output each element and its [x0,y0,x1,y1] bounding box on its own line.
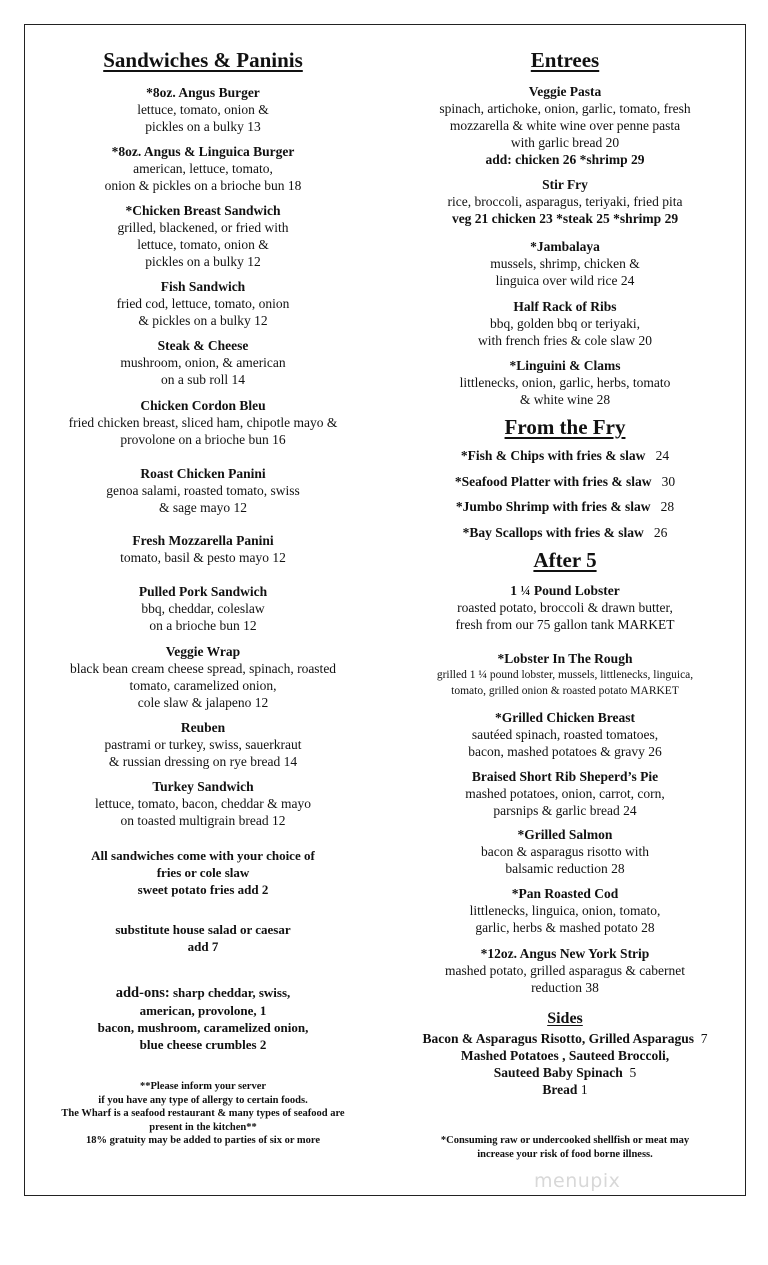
addons-label: add-ons: [115,985,170,1001]
item-name: Fresh Mozzarella Panini [132,533,274,548]
item-desc: bbq, golden bbq or teriyaki, with french fries & cole slaw 20 [478,316,652,348]
menu-item [30,643,376,711]
item-name: *Jambalaya [530,239,600,254]
menu-item [30,278,376,329]
menu-item [30,532,376,566]
item-addons: add: chicken 26 *shrimp 29 [485,152,645,167]
item-name: *Chicken Breast Sandwich [125,203,281,218]
menu-item [30,143,376,194]
side-name: Bread [542,1082,578,1097]
menu-item [400,176,730,227]
menu-item [400,298,730,349]
side-name: Bacon & Asparagus Risotto, Grilled Asparagus [422,1031,695,1046]
item-name: *8oz. Angus Burger [146,85,260,100]
item-desc: fried cod, lettuce, tomato, onion & pickles on a bulky 12 [116,296,290,328]
item-name: Chicken Cordon Bleu [140,398,266,413]
allergy-note: **Please inform your server if you have any type of allergy to certain foods. The Wharf is a seafood restaurant & many types of seafood are present in the kitchen** 18% gratuity may be added to parties of six or more [61,1081,345,1146]
menu-item [400,826,730,877]
item-desc: grilled, blackened, or fried with lettuce, tomato, onion & pickles on a bulky 12 [117,220,289,269]
item-name: Veggie Pasta [528,84,602,99]
after5-title: After 5 [533,548,597,572]
sides-line [400,1030,730,1047]
entrees-title: Entrees [530,48,600,72]
sides-line [400,1081,730,1098]
item-name: *Lobster In The Rough [497,651,633,666]
item-desc: mussels, shrimp, chicken & linguica over wild rice 24 [490,256,640,288]
fry-item [400,473,730,490]
menu-item [400,945,730,996]
fry-item-name: *Seafood Platter with fries & slaw [454,474,652,489]
item-desc: lettuce, tomato, onion & pickles on a bulky 13 [137,102,269,134]
item-desc: rice, broccoli, asparagus, teriyaki, fried pita [447,194,683,209]
item-name: Steak & Cheese [157,338,249,353]
menu-item [30,583,376,634]
item-name: *12oz. Angus New York Strip [480,946,650,961]
side-price: 7 [694,1031,708,1046]
side-name: Sauteed Baby Spinach [493,1065,623,1080]
fry-item-price: 24 [655,448,670,463]
item-desc: mashed potato, grilled asparagus & cabernet reduction 38 [445,963,685,995]
fry-item-price: 26 [653,525,668,540]
sides-line [400,1047,730,1064]
sides-line [400,1064,730,1081]
menu-item [30,719,376,770]
item-desc: black bean cream cheese spread, spinach, roasted tomato, caramelized onion, cole slaw & jalapeno 12 [69,661,337,710]
fry-title: From the Fry [504,415,626,439]
fry-item [400,447,730,464]
item-name: Veggie Wrap [165,644,241,659]
item-name: Roast Chicken Panini [140,466,266,481]
item-name: Braised Short Rib Sheperd’s Pie [471,769,659,784]
item-desc: genoa salami, roasted tomato, swiss & sage mayo 12 [106,483,300,515]
side-name: Mashed Potatoes , Sauteed Broccoli, [460,1048,670,1063]
item-desc: american, lettuce, tomato, onion & pickles on a brioche bun 18 [104,161,302,193]
item-name: *Grilled Salmon [517,827,613,842]
fry-item-name: *Fish & Chips with fries & slaw [460,448,646,463]
item-name: Stir Fry [542,177,588,192]
item-desc: littlenecks, onion, garlic, herbs, tomato & white wine 28 [459,375,671,407]
menu-item [400,357,730,408]
sides-choice-note: All sandwiches come with your choice of fries or cole slaw sweet potato fries add 2 [91,848,315,897]
item-desc: tomato, basil & pesto mayo 12 [120,550,286,565]
substitute-note: substitute house salad or caesar add 7 [115,922,291,954]
addons-note [30,984,376,1053]
side-price: 5 [622,1065,637,1080]
addons-first-line: sharp cheddar, swiss, [169,985,291,1000]
fry-item-name: *Bay Scallops with fries & slaw [462,525,644,540]
item-desc: sautéed spinach, roasted tomatoes, bacon, mashed potatoes & gravy 26 [468,727,662,759]
menu-item [30,202,376,270]
item-desc: mushroom, onion, & american on a sub roll 14 [120,355,286,387]
item-name: *Linguini & Clams [509,358,621,373]
item-desc: littlenecks, linguica, onion, tomato, garlic, herbs & mashed potato 28 [469,903,661,935]
menu-item [30,397,376,448]
item-name: Fish Sandwich [160,279,246,294]
item-name: Half Rack of Ribs [513,299,617,314]
fry-item-name: *Jumbo Shrimp with fries & slaw [455,499,651,514]
menu-item [400,650,730,699]
item-desc: spinach, artichoke, onion, garlic, tomato, fresh mozzarella & white wine over penne pasta with garlic bread 20 [439,101,691,150]
item-name: Pulled Pork Sandwich [138,584,268,599]
sandwiches-title: Sandwiches & Paninis [103,48,303,72]
item-desc: bacon & asparagus risotto with balsamic reduction 28 [481,844,649,876]
watermark-logo: menupix [534,1170,621,1192]
menu-item [400,238,730,289]
item-name: Turkey Sandwich [152,779,254,794]
menu-item [400,709,730,760]
menu-item [400,582,730,633]
item-name: Reuben [180,720,226,735]
fry-item-price: 28 [660,499,675,514]
item-name: *Pan Roasted Cod [511,886,619,901]
item-desc: mashed potatoes, onion, carrot, corn, parsnips & garlic bread 24 [465,786,665,818]
fry-item-price: 30 [661,474,676,489]
item-name: *8oz. Angus & Linguica Burger [111,144,295,159]
item-desc: grilled 1 ¼ pound lobster, mussels, littlenecks, linguica, tomato, grilled onion & roasted potato MARKET [436,669,694,697]
item-name: *Grilled Chicken Breast [495,710,635,725]
item-desc: fried chicken breast, sliced ham, chipotle mayo & provolone on a brioche bun 16 [68,415,338,447]
item-desc: lettuce, tomato, bacon, cheddar & mayo on toasted multigrain bread 12 [95,796,311,828]
menu-item [30,778,376,829]
item-desc: roasted potato, broccoli & drawn butter, fresh from our 75 gallon tank MARKET [455,600,675,632]
menu-item [400,885,730,936]
sides-title: Sides [547,1010,583,1027]
menu-item [30,337,376,388]
item-name: 1 ¼ Pound Lobster [510,583,620,598]
consumer-advisory-note: *Consuming raw or undercooked shellfish or meat may increase your risk of food borne illness. [440,1135,690,1160]
fry-item [400,524,730,541]
menu-item [400,768,730,819]
item-desc: pastrami or turkey, swiss, sauerkraut & russian dressing on rye bread 14 [104,737,302,769]
side-price: 1 [577,1082,588,1097]
item-prices: veg 21 chicken 23 *steak 25 *shrimp 29 [451,211,679,226]
menu-item [30,84,376,135]
menu-item [400,83,730,168]
item-desc: bbq, cheddar, coleslaw on a brioche bun 12 [141,601,265,633]
addons-rest: american, provolone, 1 bacon, mushroom, caramelized onion, blue cheese crumbles 2 [97,1003,309,1052]
menu-item [30,465,376,516]
fry-item [400,498,730,515]
